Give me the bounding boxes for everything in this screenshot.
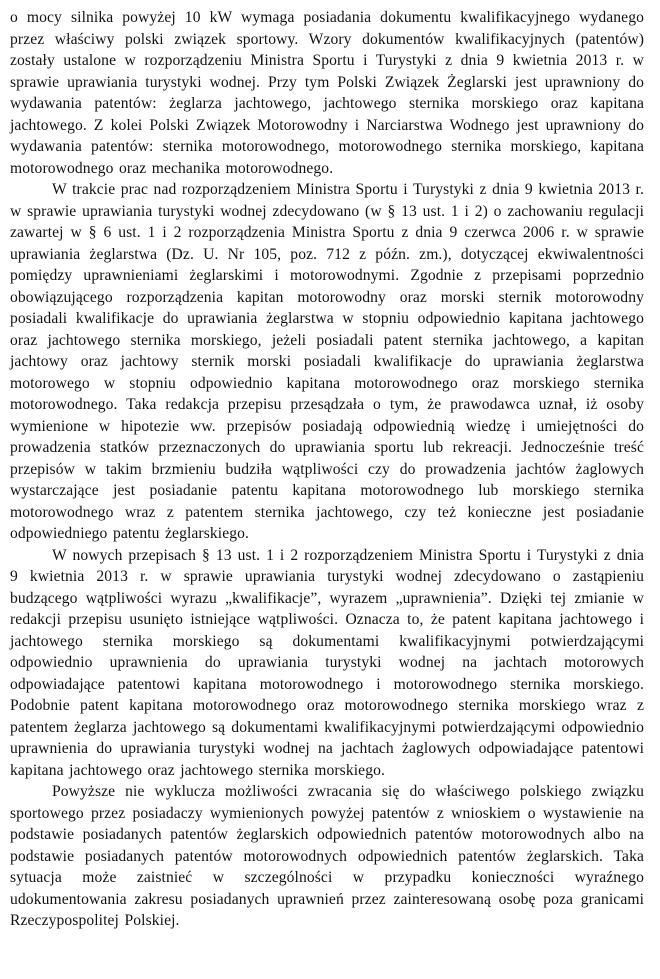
paragraph-closing: Powyższe nie wyklucza możliwości zwracania się do właściwego polskiego związku sportowego przez posiadaczy wymienionych powyżej patentów z wnioskiem o wystawienie na podstawie posiadanych patentów żeglarskich odpowiednich patentów motorowodnych albo na podstawie posiadanych patentów motorowodnych odpowiednich patentów żeglarskich. Taka sytuacja może zaistnieć w szczególności w przypadku konieczności wyraźnego udokumentowania zakresu posiadanych uprawnień przez zainteresowaną osobę poza granicami Rzeczypospolitej Polskiej. xyxy=(10,783,644,929)
paragraph-continuation: o mocy silnika powyżej 10 kW wymaga posiadania dokumentu kwalifikacyjnego wydanego przez właściwy polski związek sportowy. Wzory dokumentów kwalifikacyjnych (patentów) zostały ustalone w rozporządzeniu Ministra Sportu i Turystyki z dnia 9 kwietnia 2013 r. w sprawie uprawiania turystyki wodnej. Przy tym Polski Związek Żeglarski jest uprawniony do wydawania patentów: żeglarza jachtowego, jachtowego sternika morskiego oraz kapitana jachtowego. Z kolei Polski Związek Motorowodny i Narciarstwa Wodnego jest uprawniony do wydawania patentów: sternika motorowodnego, motorowodnego sternika morskiego, kapitana motorowodnego oraz mechanika motorowodnego. xyxy=(10,9,644,177)
document-body-text xyxy=(10,7,644,932)
paragraph-new-provisions: W nowych przepisach § 13 ust. 1 i 2 rozporządzeniem Ministra Sportu i Turystyki z dnia 9 kwietnia 2013 r. w sprawie uprawiania turystyki wodnej zdecydowano o zastąpieniu budzącego wątpliwości wyrazu „kwalifikacje”, wyrazem „uprawnienia”. Dzięki tej zmianie w redakcji przepisu usunięto istniejące wątpliwości. Oznacza to, że patent kapitana jachtowego i jachtowego sternika morskiego są dokumentami kwalifikacyjnymi potwierdzającymi odpowiednio uprawnienia do uprawiania turystyki wodnej na jachtach motorowych odpowiadające patentowi kapitana motorowodnego i motorowodnego sternika morskiego. Podobnie patent kapitana motorowodnego oraz motorowodnego sternika morskiego wraz z patentem żeglarza jachtowego są dokumentami kwalifikacyjnymi potwierdzającymi odpowiednio uprawnienia do uprawiania turystyki wodnej na jachtach żaglowych odpowiadające patentowi kapitana jachtowego oraz jachtowego sternika morskiego. xyxy=(10,546,644,779)
paragraph-draft-history: W trakcie prac nad rozporządzeniem Ministra Sportu i Turystyki z dnia 9 kwietnia 2013 r. w sprawie uprawiania turystyki wodnej zdecydowano (w § 13 ust. 1 i 2) o zachowaniu regulacji zawartej w § 6 ust. 1 i 2 rozporządzenia Ministra Sportu z dnia 9 czerwca 2006 r. w sprawie uprawiania żeglarstwa (Dz. U. Nr 105, poz. 712 z późn. zm.), dotyczącej ekwiwalentności pomiędzy uprawnieniami żeglarskimi i motorowodnymi. Zgodnie z przepisami poprzednio obowiązującego rozporządzenia kapitan motorowodny oraz morski sternik motorowodny posiadali kwalifikacje do uprawiania żeglarstwa w stopniu odpowiednio kapitana jachtowego oraz jachtowego sternika morskiego, jeżeli posiadali patent sternika jachtowego, a kapitan jachtowy oraz jachtowy sternik morski posiadali kwalifikacje do uprawiania żeglarstwa motorowego w stopniu odpowiednio kapitana motorowodnego oraz morskiego sternika motorowodnego. Taka redakcja przepisu przesądzała o tym, że prawodawca uznał, iż osoby wymienione w hipotezie ww. przepisów posiadają odpowiednią wiedzę i umiejętności do prowadzenia statków przeznaczonych do uprawiania sportu lub rekreacji. Jednocześnie treść przepisów w takim brzmieniu budziła wątpliwości czy do prowadzenia jachtów żaglowych wystarczające jest posiadanie patentu kapitana motorowodnego lub morskiego sternika motorowodnego wraz z patentem sternika jachtowego, czy też konieczne jest posiadanie odpowiedniego patentu żeglarskiego. xyxy=(10,181,644,542)
